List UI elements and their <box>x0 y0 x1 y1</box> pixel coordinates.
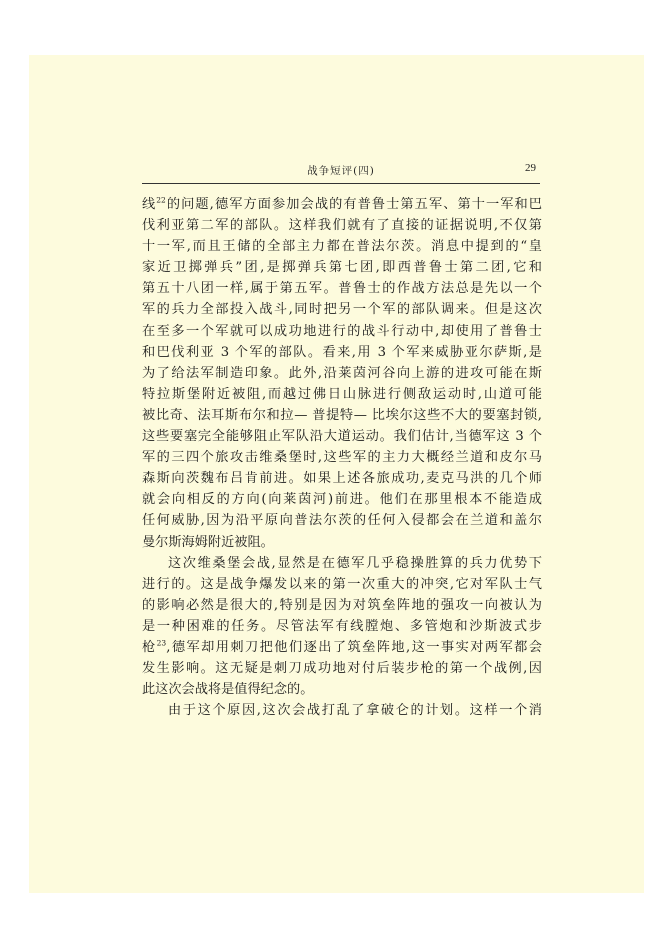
text-line: 十一军,而且王储的全部主力都在普法尔茨。消息中提到的“皇 <box>142 239 542 255</box>
text-segment: 的问题,德军方面参加会战的有普鲁士第五军、第十一军和巴 <box>165 197 542 212</box>
text-line: 是一种困难的任务。尽管法军有线膛炮、多管炮和沙斯波式步 <box>142 618 542 634</box>
text-line: 这次维桑堡会战,显然是在德军几乎稳操胜算的兵力优势下 <box>168 555 542 571</box>
text-line: 森斯向茨魏布吕肯前进。如果上述各旅成功,麦克马洪的几个师 <box>142 471 542 487</box>
text-line: 就会向相反的方向(向莱茵河)前进。他们在那里根本不能造成 <box>142 492 542 508</box>
footnote-marker[interactable]: 22 <box>156 195 166 205</box>
text-line: 这些要塞完全能够阻止军队沿大道运动。我们估计,当德军这 3 个 <box>142 429 542 445</box>
footnote-marker[interactable]: 23 <box>156 638 167 648</box>
text-line: 任何威胁,因为沿平原向普法尔茨的任何入侵都会在兰道和盖尔 <box>142 513 542 529</box>
text-line <box>142 637 542 658</box>
text-line: 在至多一个军就可以成功地进行的战斗行动中,却使用了普鲁士 <box>142 323 542 339</box>
text-segment: 线 <box>142 197 157 212</box>
text-line <box>142 194 542 215</box>
text-line: 第五十八团一样,属于第五军。普鲁士的作战方法总是先以一个 <box>142 281 542 297</box>
text-line: 伐利亚第二军的部队。这样我们就有了直接的证据说明,不仅第 <box>142 218 542 234</box>
running-header <box>142 157 540 184</box>
text-segment: 枪 <box>142 639 157 655</box>
text-line: 军的兵力全部投入战斗,同时把另一个军的部队调来。但是这次 <box>142 302 542 318</box>
text-line: 特拉斯堡附近被阻,而越过佛日山脉进行侧敌运动时,山道可能 <box>142 386 542 402</box>
text-line: 军的三四个旅攻击维桑堡时,这些军的主力大概经兰道和皮尔马 <box>142 450 542 466</box>
text-line: 为了给法军制造印象。此外,沿莱茵河谷向上游的进攻可能在斯 <box>142 365 542 381</box>
body-text <box>142 194 542 721</box>
text-line: 的影响必然是很大的,特别是因为对筑垒阵地的强攻一向被认为 <box>142 597 542 613</box>
running-title: 战争短评(四) <box>307 165 375 177</box>
text-line: 此这次会战将是值得纪念的。 <box>142 682 314 698</box>
text-line: 和巴伐利亚 3 个军的部队。看来,用 3 个军来威胁亚尔萨斯,是 <box>142 344 542 360</box>
text-segment: ,德军却用刺刀把他们逐出了筑垒阵地,这一事实对两军都会 <box>166 639 542 655</box>
text-line: 曼尔斯海姆附近被阻。 <box>142 534 274 550</box>
page-number: 29 <box>525 162 536 174</box>
text-line: 发生影响。这无疑是刺刀成功地对付后装步枪的第一个战例,因 <box>142 661 542 677</box>
text-line: 由于这个原因,这次会战打乱了拿破仑的计划。这样一个消 <box>168 703 542 719</box>
text-line: 进行的。这是战争爆发以来的第一次重大的冲突,它对军队士气 <box>142 576 542 592</box>
text-line: 家近卫掷弹兵”团,是掷弹兵第七团,即西普鲁士第二团,它和 <box>142 260 542 276</box>
text-line: 被比奇、法耳斯布尔和拉— 普提特— 比埃尔这些不大的要塞封锁, <box>142 407 542 423</box>
